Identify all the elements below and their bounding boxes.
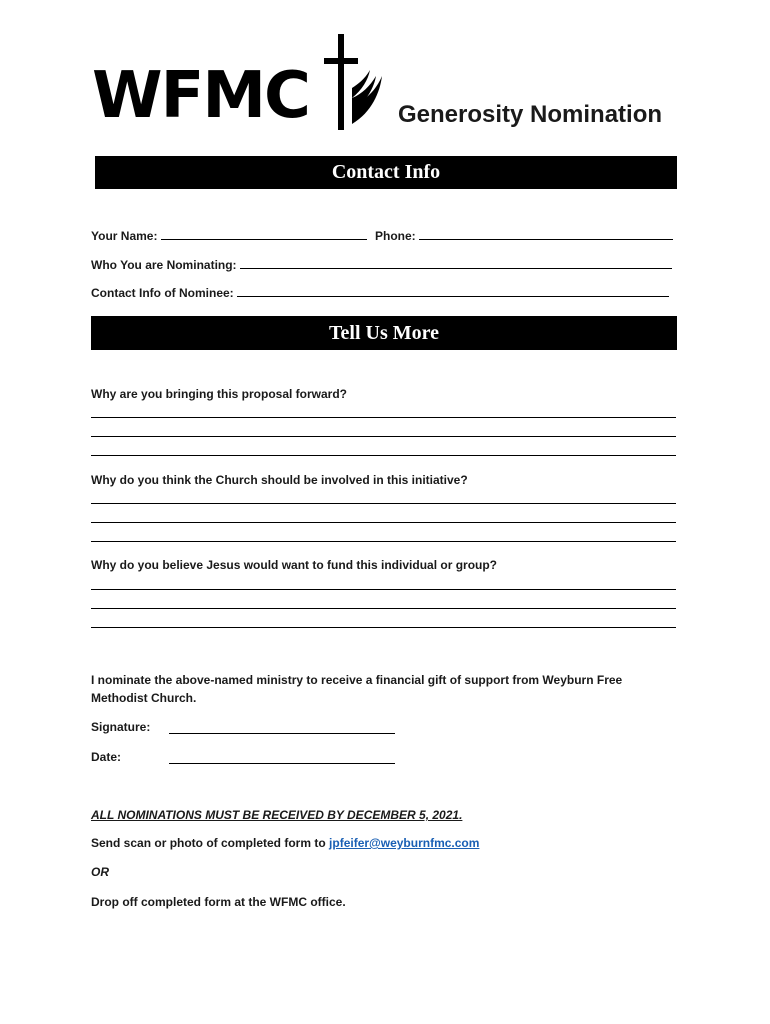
phone-field[interactable]	[375, 227, 673, 243]
section-header-contact	[95, 156, 677, 189]
nomination-statement-line-1: I nominate the above-named ministry to receive a financial gift of support from Weyburn Free	[91, 673, 623, 687]
phone-label: Phone:	[375, 229, 416, 243]
cross-flame-icon	[322, 32, 392, 132]
or-text: OR	[91, 865, 109, 879]
logo-wordmark: WFMC	[92, 59, 309, 133]
answer-line[interactable]	[91, 417, 676, 418]
deadline-notice: ALL NOMINATIONS MUST BE RECEIVED BY DECEMBER 5, 2021.	[91, 808, 463, 822]
answer-line[interactable]	[91, 455, 676, 456]
answer-line[interactable]	[91, 436, 676, 437]
nomination-statement-line-2: Methodist Church.	[91, 691, 197, 705]
section-header-more	[91, 316, 677, 350]
send-instructions	[91, 836, 479, 850]
phone-line[interactable]	[419, 227, 673, 240]
answer-line[interactable]	[91, 503, 676, 504]
nominee-contact-field[interactable]	[91, 284, 669, 300]
answer-line[interactable]	[91, 541, 676, 542]
logo	[92, 32, 392, 132]
date-line[interactable]	[169, 763, 395, 764]
nominating-field[interactable]	[91, 256, 672, 272]
name-label: Your Name:	[91, 229, 158, 243]
drop-off-text: Drop off completed form at the WFMC office.	[91, 895, 346, 909]
date-label: Date:	[91, 750, 122, 764]
answer-line[interactable]	[91, 589, 676, 590]
email-link[interactable]: jpfeifer@weyburnfmc.com	[329, 836, 480, 850]
nominee-contact-label: Contact Info of Nominee:	[91, 286, 234, 300]
send-text: Send scan or photo of completed form to	[91, 836, 326, 850]
name-line[interactable]	[161, 227, 367, 240]
nominating-line[interactable]	[240, 256, 672, 269]
answer-line[interactable]	[91, 608, 676, 609]
name-field[interactable]	[91, 227, 367, 243]
question-1: Why are you bringing this proposal forward?	[91, 387, 348, 401]
section-title: Tell Us More	[329, 322, 439, 344]
nominee-contact-line[interactable]	[237, 284, 669, 297]
question-3: Why do you believe Jesus would want to fund this individual or group?	[91, 558, 498, 572]
page-title: Generosity Nomination	[398, 101, 663, 128]
nominating-label: Who You are Nominating:	[91, 258, 237, 272]
answer-line[interactable]	[91, 522, 676, 523]
section-title: Contact Info	[331, 161, 441, 183]
signature-line[interactable]	[169, 733, 395, 734]
question-2: Why do you think the Church should be involved in this initiative?	[91, 473, 468, 487]
signature-label: Signature:	[91, 720, 151, 734]
answer-line[interactable]	[91, 627, 676, 628]
